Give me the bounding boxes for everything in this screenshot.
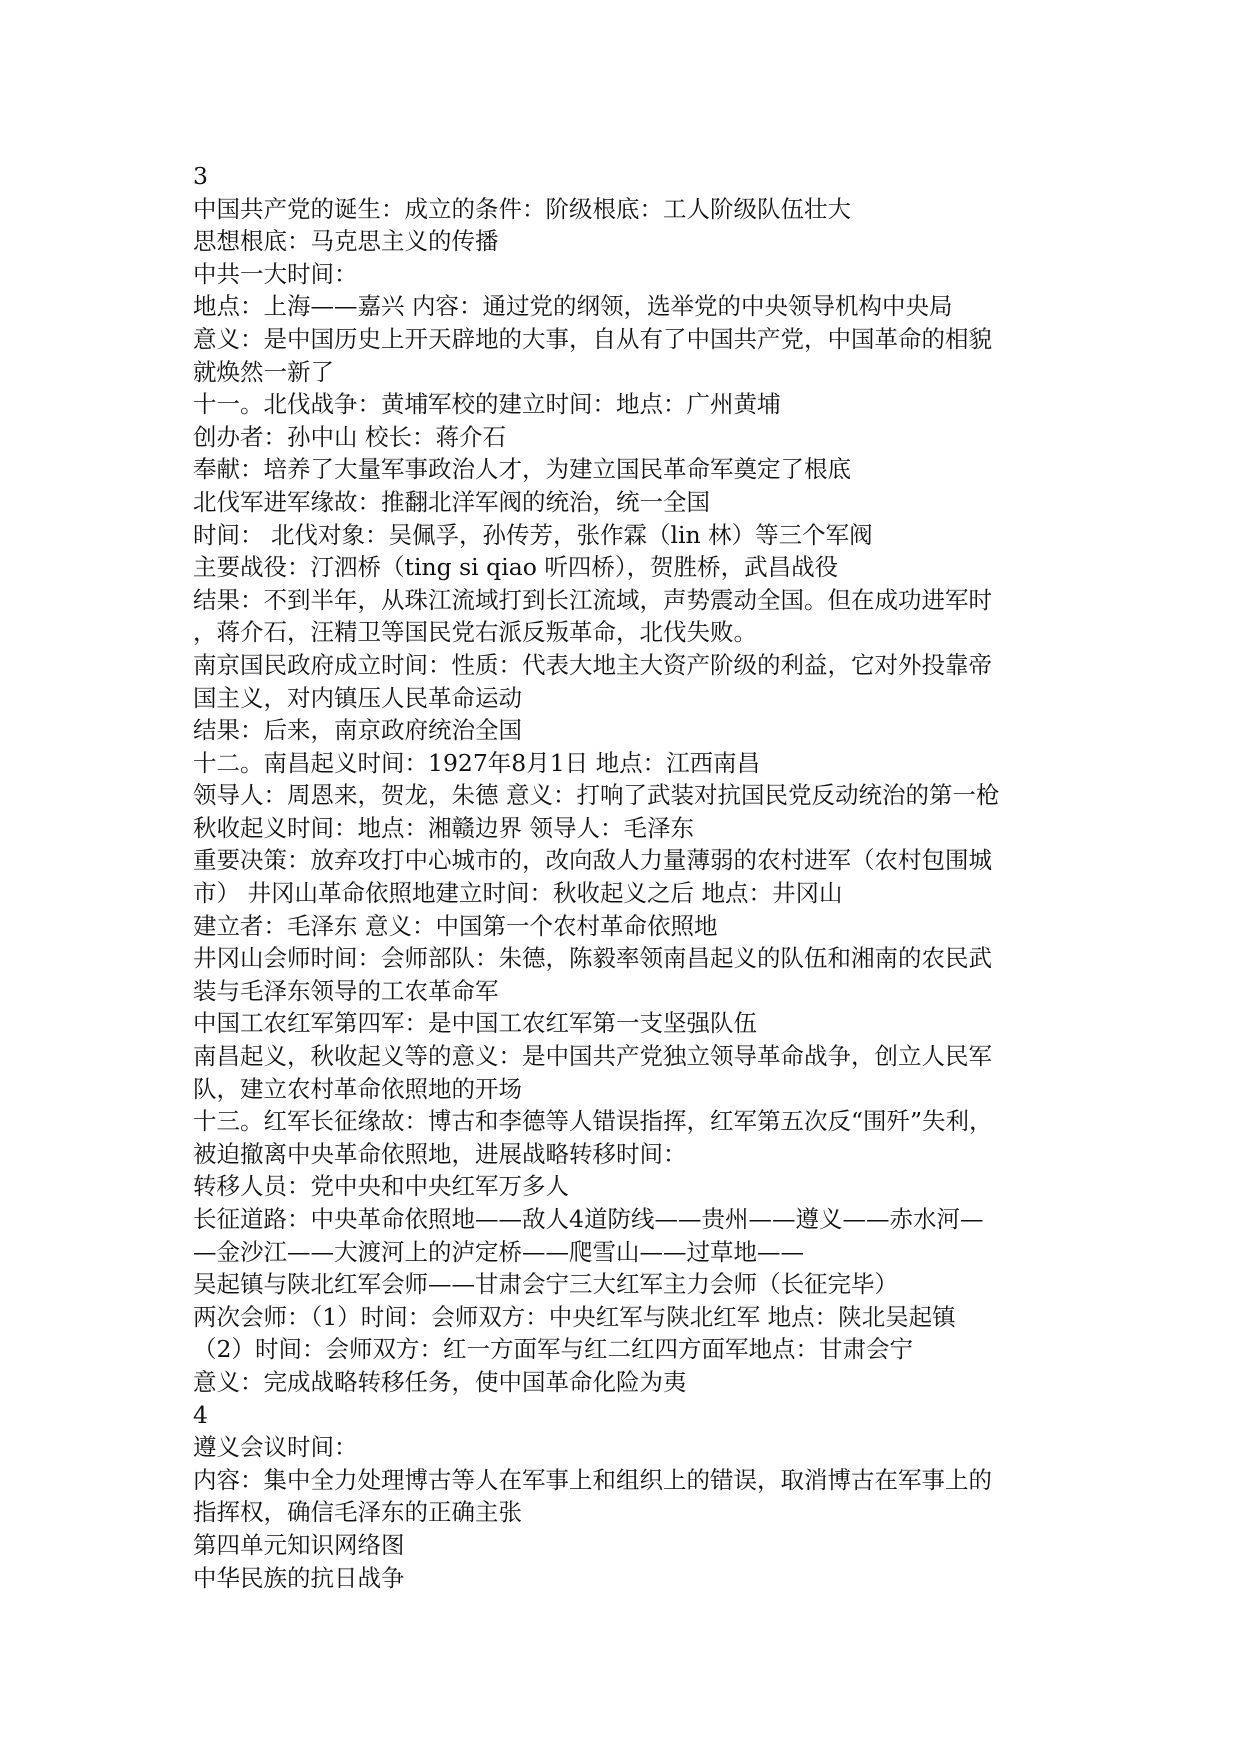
text-line: 内容：集中全力处理博古等人在军事上和组织上的错误，取消博古在军事上的 [193,1465,992,1494]
document-body [193,160,1073,1594]
text-line: 中国工农红军第四军：是中国工农红军第一支坚强队伍 [193,1009,757,1038]
text-line: 思想根底：马克思主义的传播 [193,227,499,256]
text-line: 意义：完成战略转移任务，使中国革命化险为夷 [193,1367,687,1396]
text-line: 长征道路：中央革命依照地——敌人4道防线——贵州——遵义——赤水河— [193,1205,984,1233]
text-line: 时间： 北伐对象：吴佩孚，孙传芳，张作霖（lin 林）等三个军阀 [193,520,873,549]
text-line: 建立者：毛泽东 意义：中国第一个农村革命依照地 [193,911,718,940]
text-line: 南京国民政府成立时间：性质：代表大地主大资产阶级的利益，它对外投靠帝 [193,650,992,679]
text-line: （2）时间：会师双方：红一方面军与红二红四方面军地点：甘肃会宁 [193,1335,913,1364]
text-line: 指挥权，确信毛泽东的正确主张 [193,1498,522,1527]
section-heading: 十一。北伐战争：黄埔军校的建立时间：地点：广州黄埔 [193,390,781,419]
text-line: 转移人员：党中央和中央红军万多人 [193,1172,569,1201]
text-line: 结果：不到半年，从珠江流域打到长江流域，声势震动全国。但在成功进军时 [193,585,992,614]
text-line: 市） 井冈山革命依照地建立时间：秋收起义之后 地点：井冈山 [193,879,843,908]
text-line: 就焕然一新了 [193,357,334,386]
text-line: 队，建立农村革命依照地的开场 [193,1074,522,1103]
text-line: 吴起镇与陕北红军会师——甘肃会宁三大红军主力会师（长征完毕） [193,1270,898,1299]
text-line: 领导人：周恩来，贺龙，朱德 意义：打响了武装对抗国民党反动统治的第一枪 [193,781,1000,810]
text-line: 中共一大时间： [193,259,358,288]
text-line: 主要战役：汀泗桥（ting si qiao 听四桥），贺胜桥，武昌战役 [193,553,839,582]
page-number: 4 [193,1400,208,1429]
text-line: 装与毛泽东领导的工农革命军 [193,976,499,1005]
text-line: 中华民族的抗日战争 [193,1563,405,1592]
text-line: 第四单元知识网络图 [193,1530,405,1559]
text-line: 井冈山会师时间：会师部队：朱德，陈毅率领南昌起义的队伍和湘南的农民武 [193,944,992,973]
text-line: 南昌起义，秋收起义等的意义：是中国共产党独立领导革命战争，创立人民军 [193,1042,992,1071]
text-line: 奉献：培养了大量军事政治人才，为建立国民革命军奠定了根底 [193,455,851,484]
text-line: 创办者：孙中山 校长：蒋介石 [193,422,506,451]
text-line: 意义：是中国历史上开天辟地的大事，自从有了中国共产党，中国革命的相貌 [193,324,992,353]
text-line: 国主义，对内镇压人民革命运动 [193,683,522,712]
text-line: ，蒋介石，汪精卫等国民党右派反叛革命，北伐失败。 [193,618,757,647]
text-line: 地点：上海——嘉兴 内容：通过党的纲领，选举党的中央领导机构中央局 [193,292,953,321]
text-line: 结果：后来，南京政府统治全国 [193,716,522,745]
text-line: 秋收起义时间：地点：湘赣边界 领导人：毛泽东 [193,813,694,842]
text-line: 重要决策：放弃攻打中心城市的，改向敌人力量薄弱的农村进军（农村包围城 [193,846,992,875]
text-line: 被迫撤离中央革命依照地，进展战略转移时间： [193,1139,687,1168]
section-heading: 十二。南昌起义时间：1927年8月1日 地点：江西南昌 [193,748,761,777]
text-line: 两次会师：（1）时间：会师双方：中央红军与陕北红军 地点：陕北吴起镇 [193,1302,956,1331]
text-line: 遵义会议时间： [193,1433,358,1462]
text-line: 北伐军进军缘故：推翻北洋军阀的统治，统一全国 [193,487,710,516]
page-number: 3 [193,162,208,190]
text-line: 中国共产党的诞生：成立的条件：阶级根底：工人阶级队伍壮大 [193,194,851,223]
section-heading: 十三。红军长征缘故：博古和李德等人错误指挥，红军第五次反“围歼”失利， [193,1107,993,1136]
text-line: —金沙江——大渡河上的泸定桥——爬雪山——过草地—— [193,1237,804,1266]
